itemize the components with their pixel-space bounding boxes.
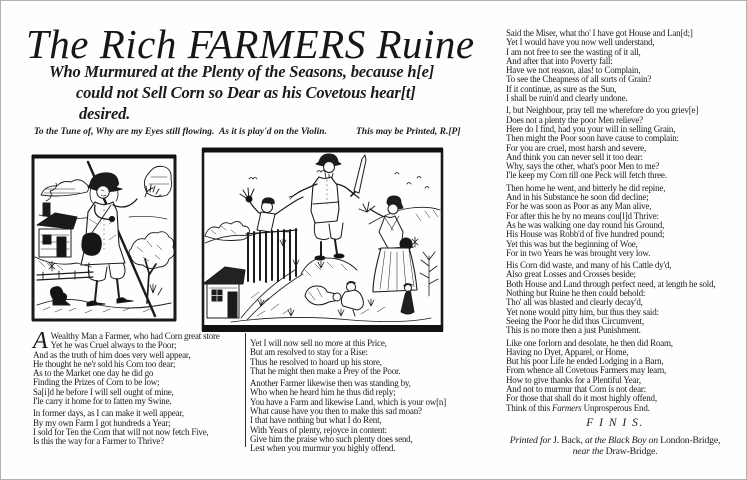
verse-line: I'le carry it home for to fatten my Swine. (33, 396, 172, 407)
middle-woodcut-illustration (201, 146, 444, 335)
hedge-icon (205, 221, 249, 240)
verse-line: From whence all Covetous Farmers may learn, (506, 365, 667, 376)
verse-line: For you are cruel, most harsh and severe, (506, 142, 647, 153)
verse-line: This is no more then a just Punishment. (506, 325, 641, 336)
verse-line: I that have nothing but what I do Rent, (250, 415, 382, 426)
sword-icon (349, 155, 366, 198)
woodcut-top-border (202, 148, 443, 153)
verse-line: You have a Farm and likewise Land, which is your ow[n] (250, 396, 446, 407)
verse-line: Here do I find, had you your will in selling Grain, (506, 123, 676, 134)
tune-imprint-right: This may be Printed, R.[P] (356, 127, 461, 137)
subtitle-line: desired. (79, 104, 131, 123)
woodcut-bottom-border (202, 325, 443, 332)
fence (246, 229, 297, 282)
tune-imprint-left: To the Tune of, Why are my Eyes still flowing. (34, 127, 215, 137)
sword-farmer-figure (289, 154, 366, 276)
verse-line: His Corn did waste, and many of his Cattle dy'd, (506, 260, 672, 271)
stanza (506, 261, 724, 335)
verse-line: By my own Farm I got hundreds a Year; (33, 417, 171, 428)
verse-line: In former days, as I can make it well appear, (33, 408, 184, 419)
verse-line: But his poor Life he ended Lodging in a Barn, (506, 356, 664, 367)
verse-line: How to give thanks for a Plentiful Year, (506, 374, 641, 385)
printer-imprint (506, 435, 724, 457)
verse-line: If it continue, as sure as the Sun, (506, 83, 617, 94)
verse-line: For he was soon as Poor as any Man alive, (506, 201, 652, 212)
fence (37, 270, 93, 280)
verse-line: I am not free to see the wasting of it all, (506, 46, 641, 57)
verse-line: Like one forlorn and desolate, he then did Roam, (506, 337, 673, 348)
verse-line: Yet none would pitty him, but thus they said: (506, 306, 659, 317)
left-woodcut-illustration (31, 153, 177, 323)
tune-imprint-center: As it is play'd on the Violin. (219, 127, 327, 137)
verse-line: Nothing but Ruine he then could behold: (506, 288, 646, 299)
tree-icon (129, 232, 174, 303)
verse-line: As he was walking one day round his Ground, (506, 219, 665, 230)
verse-line: Finding the Prizes of Corn to be low; (33, 377, 160, 388)
fern-icon (420, 252, 438, 296)
verse-line: To see the Cheapness of all sorts of Grain? (506, 74, 652, 85)
left-woman-figure (240, 188, 303, 232)
verse-line: For after this he by no means cou[l]d Thrive: (506, 210, 659, 221)
drop-cap: A (33, 328, 48, 354)
verse-line: What cause have you then to make this sad moan? (250, 406, 422, 417)
verse-line: I sold for Ten the Corn that will not now fetch Five, (33, 426, 209, 437)
verse-line: He thought he ne'r sold his Corn too dear; (33, 358, 176, 369)
verse-line: Then home he went, and bitterly he did repine, (506, 182, 666, 193)
finis-line: F I N I S. (586, 416, 644, 429)
verse-line: Then might the Poor soon have cause to complain: (506, 133, 679, 144)
verse-line: Lest when you murmur you highly offend. (250, 443, 396, 454)
verse-line: Yet I will now sell no more at this Price, (250, 338, 387, 348)
left-text-column (33, 328, 233, 450)
verse-line: His House was Robb'd of five hundred pound; (506, 229, 665, 240)
middle-text-column (250, 338, 446, 457)
verse-line: And after that into Poverty fall: (506, 55, 613, 66)
stanza (250, 339, 438, 376)
right-text-column (506, 29, 724, 457)
verse-line: Also great Losses and Crosses beside; (506, 269, 636, 280)
stanza (506, 339, 724, 413)
verse-line: Give him the praise who such plenty does send, (250, 433, 413, 444)
subtitle-line: Who Murmured at the Plenty of the Seasons, because h[e] (49, 62, 435, 81)
verse-line: Yet he was Cruel always to the Poor; (50, 340, 177, 351)
woodcut-top-border (32, 155, 176, 159)
verse-line: And in his Substance he soon did decline; (506, 192, 649, 203)
verse-line: Yet this was but the beginning of Woe, (506, 238, 638, 249)
verse-line: Wealthy Man a Farmer, who had Corn great store (50, 331, 220, 341)
verse-line: Both House and Land through perfect need, at length he sold, (506, 278, 716, 289)
verse-line: Does not a plenty the poor Men relieve? (506, 114, 643, 125)
right-woman-figure (359, 196, 417, 292)
verse-line: And think you can never sell it too dear: (506, 151, 643, 162)
star-mark-icon (412, 237, 418, 247)
pouch-icon (82, 233, 101, 255)
farm-house (203, 267, 245, 318)
column-divider-rule (245, 333, 246, 447)
verse-line: But am resolved to stay for a Rise: (250, 347, 368, 358)
verse-line: With Years of plenty, rejoyce in content: (250, 424, 387, 435)
verse-line: Having no Dyet, Apparel, or Home, (506, 346, 629, 357)
verse-line: Who when he heard him he thus did reply; (250, 387, 396, 398)
stanza (506, 29, 724, 103)
verse-line: Why, says the other, what's poor Men to me? (506, 161, 660, 172)
verse-line: As to the Market one day he did go (33, 368, 154, 379)
verse-line: And not to murmur that Corn is not dear: (506, 383, 646, 394)
verse-line: Said the Miser, what tho' I have got House and Lan[d;] (506, 28, 693, 38)
verse-line: That he might then make a Prey of the Poor. (250, 365, 401, 376)
stanza (506, 106, 724, 180)
verse-line: Yet I would have you now well understand, (506, 37, 655, 48)
verse-line: For in two Years he was brought very low. (506, 247, 651, 258)
verse-line: Printed for J. Back, at the Black Boy on London-Bridge, (509, 434, 721, 446)
verse-line: Have we not reason, alas! to Complain, (506, 65, 641, 76)
subtitle (49, 61, 434, 124)
verse-line: Is this the way for a Farmer to Thrive? (33, 436, 164, 447)
stanza (506, 184, 724, 258)
page-title: The Rich FARMERS Ruine (26, 21, 475, 67)
subtitle-line: could not Sell Corn so Dear as his Covetous hear[t] (76, 83, 416, 102)
verse-line: Sa[i]d he before I will sell ought of mine, (33, 386, 174, 397)
verse-line: near the Draw-Bridge. (572, 445, 658, 457)
swine-icon (50, 287, 70, 305)
verse-line: Think of this Farmers Unprosperous End. (506, 402, 650, 413)
verse-line: Thus he resolved to hoard up his store, (250, 356, 382, 367)
verse-line: I shall be ruin'd and clearly undone. (506, 93, 628, 104)
verse-line: Tho' all was blasted and clearly decay'd, (506, 297, 643, 308)
verse-line: I'le keep my Corn till one Peck will fetch three. (506, 170, 667, 181)
verse-line: I, but Neighbour, pray tell me wherefore do you griev[e] (506, 105, 699, 116)
birds-icon (249, 171, 429, 189)
verse-line: And as the truth of him does very well appear, (33, 349, 191, 360)
verse-line: For those that shall do it most highly offend, (506, 393, 657, 404)
gleaner-figures (305, 282, 363, 316)
stanza (33, 328, 233, 407)
stanza (33, 409, 233, 446)
verse-line: Seeing the Poor he did thus Circumvent, (506, 315, 644, 326)
verse-line: Another Farmer likewise then was standing by, (250, 378, 411, 389)
stanza (250, 378, 446, 454)
